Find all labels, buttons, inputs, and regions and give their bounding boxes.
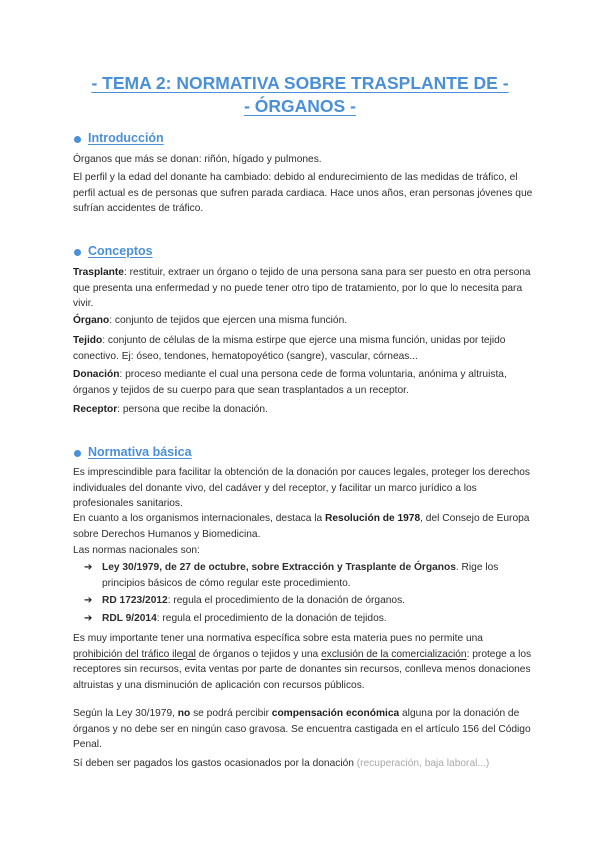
intro-paragraph-2: El perfil y la edad del donante ha cambiado: debido al endurecimiento de las medidas de tráfico, el perfil actual es de personas que sufren parada cardiaca. Hace unos años, eran personas jóvenes que sufrían accidentes de tráfico. bbox=[73, 172, 533, 214]
document-title-line2: - ÓRGANOS - bbox=[244, 96, 356, 116]
list-item: ➔ Ley 30/1979, de 27 de octubre, sobre Extracción y Trasplante de Órganos. Rige los principios básicos de cómo regular este procedimiento. bbox=[84, 562, 499, 589]
heading-introduccion: Introducción bbox=[88, 131, 164, 145]
normativa-paragraph-4: Es muy importante tener una normativa específica sobre esta materia pues no permite una prohibición del tráfico ilegal de órganos o tejidos y una exclusión de la comercialización: protege a los receptores sin recursos, evita ventas por parte de donantes sin recursos, conlleva menos donaciones altruistas y una disminución de aplicación con recursos públicos. bbox=[73, 633, 532, 691]
def-trasplante: Trasplante: restituir, extraer un órgano o tejido de una persona sana para ser puesto en otra persona que presenta una enfermedad y no puede tener otro tipo de tratamiento, por lo que lo necesita para vivir. bbox=[73, 267, 531, 309]
normativa-paragraph-6: Sí deben ser pagados los gastos ocasionados por la donación (recuperación, baja laboral...) bbox=[73, 758, 490, 769]
def-donacion: Donación: proceso mediante el cual una persona cede de forma voluntaria, anónima y altruista, órganos y tejidos de su cuerpo para que sean trasplantados a un receptor. bbox=[73, 369, 507, 396]
arrow-right-icon: ➔ bbox=[84, 595, 93, 606]
document-title-line1: - TEMA 2: NORMATIVA SOBRE TRASPLANTE DE - bbox=[91, 73, 509, 93]
def-tejido: Tejido: conjunto de células de la misma estirpe que ejerce una misma función, unidas por tejido conectivo. Ej: óseo, tendones, hematopoyético (sangre), vascular, córneas... bbox=[73, 335, 506, 362]
list-item: ➔ RD 1723/2012: regula el procedimiento de la donación de órganos. bbox=[84, 593, 534, 609]
intro-paragraph-1: Órganos que más se donan: riñón, hígado y pulmones. bbox=[73, 154, 322, 165]
arrow-right-icon: ➔ bbox=[84, 562, 93, 573]
def-organo: Órgano: conjunto de tejidos que ejercen una misma función. bbox=[73, 315, 348, 326]
def-receptor: Receptor: persona que recibe la donación. bbox=[73, 404, 268, 415]
normativa-paragraph-2: En cuanto a los organismos internacionales, destaca la Resolución de 1978, del Consejo de Europa sobre Derechos Humanos y Biomedicina. bbox=[73, 513, 530, 540]
heading-conceptos: Conceptos bbox=[88, 244, 153, 258]
normativa-paragraph-5: Según la Ley 30/1979, no se podrá percibir compensación económica alguna por la donación de órganos y no debe ser en ningún caso gravosa. Se encuentra castigada en el artículo 156 del Código Penal. bbox=[73, 708, 531, 750]
arrow-right-icon: ➔ bbox=[84, 613, 93, 624]
list-item: ➔ RDL 9/2014: regula el procedimiento de la donación de tejidos. bbox=[84, 611, 534, 627]
normativa-paragraph-3: Las normas nacionales son: bbox=[73, 545, 200, 556]
heading-normativa: Normativa básica bbox=[88, 445, 192, 459]
normativa-paragraph-1: Es imprescindible para facilitar la obtención de la donación por cauces legales, proteger los derechos individuales del donante vivo, del cadáver y del receptor, y facilitar un marco jurídico a los profesionales sanitarios. bbox=[73, 467, 531, 509]
